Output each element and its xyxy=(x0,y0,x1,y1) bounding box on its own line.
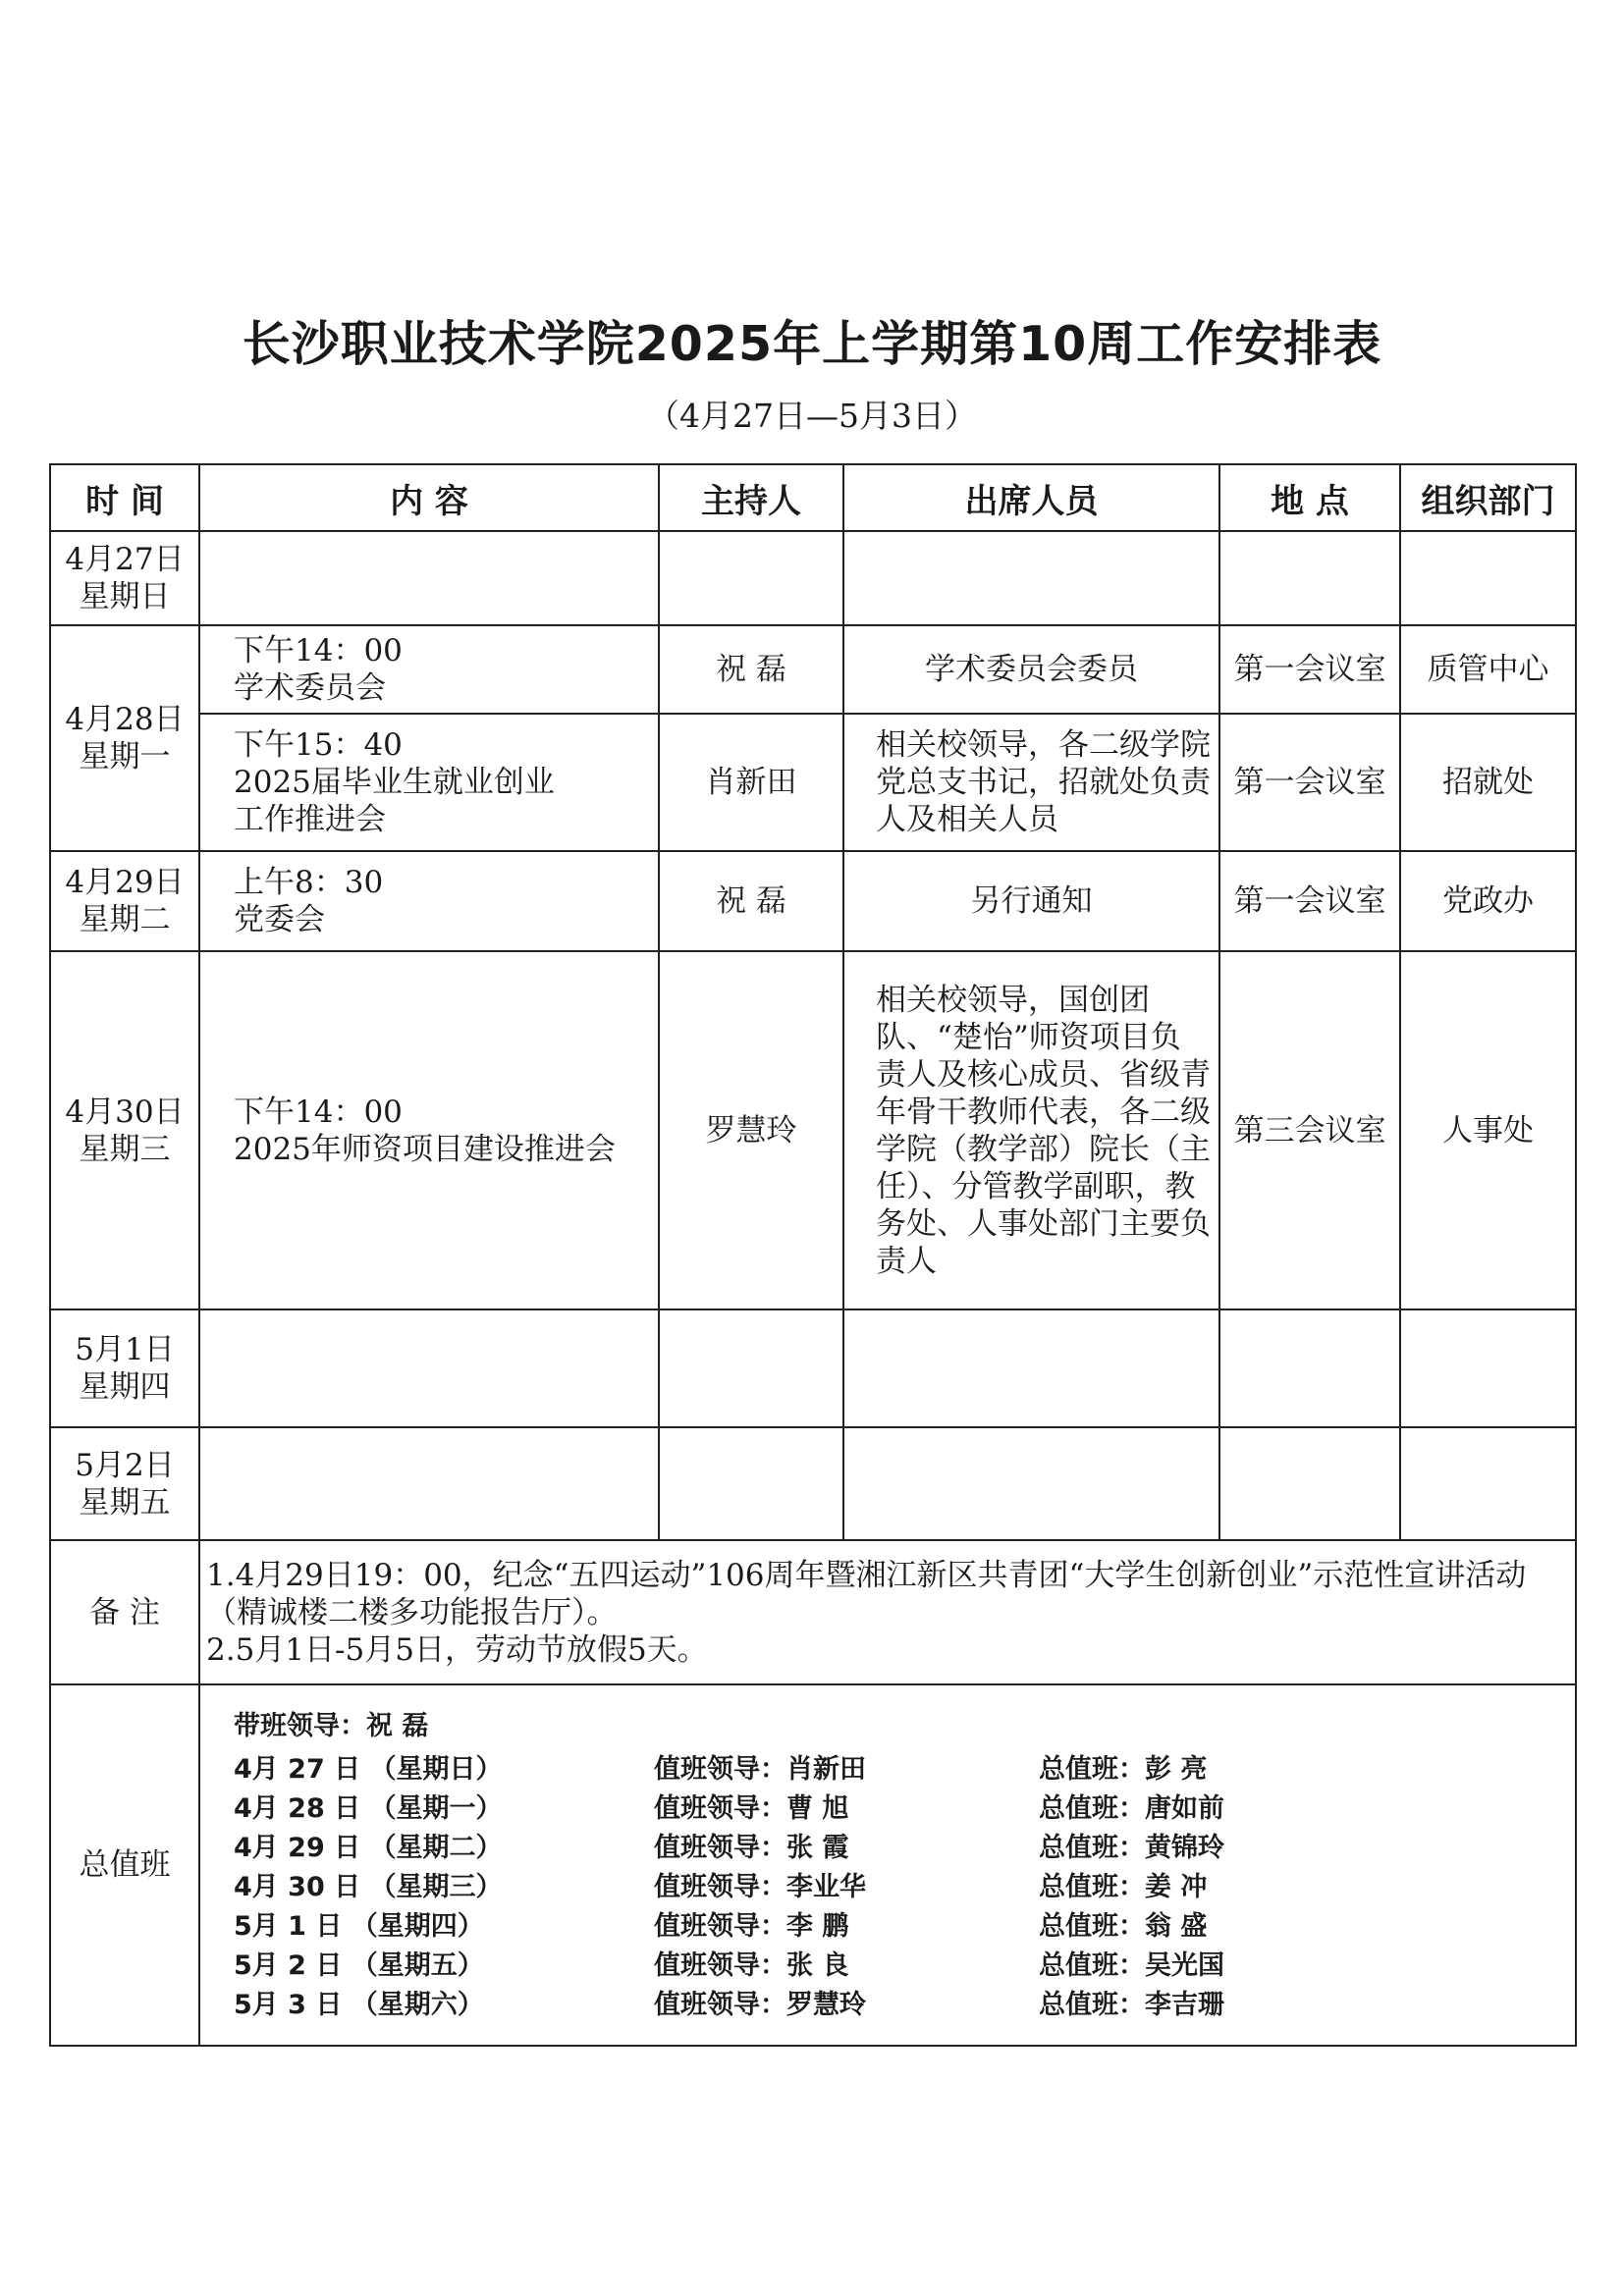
duty-leader: 值班领导：张 良 xyxy=(654,1950,849,1981)
table-row xyxy=(50,1427,1576,1540)
duty-entry xyxy=(234,1868,1575,1907)
organizer-cell: 招就处 xyxy=(1400,714,1576,851)
location-cell xyxy=(1219,531,1400,625)
weekday-label: 星期日 xyxy=(79,579,171,614)
date-label: 4月28日 xyxy=(65,702,185,737)
duty-leader: 值班领导：李业华 xyxy=(654,1872,866,1902)
content-cell xyxy=(199,1427,659,1540)
duty-row xyxy=(50,1684,1576,2046)
weekday-label: 星期四 xyxy=(79,1369,171,1405)
date-cell xyxy=(50,1309,199,1427)
header-organizer: 组织部门 xyxy=(1400,464,1576,531)
organizer-cell: 党政办 xyxy=(1400,851,1576,951)
duty-label: 总值班 xyxy=(50,1684,199,2046)
location-cell xyxy=(1219,1309,1400,1427)
header-location: 地 点 xyxy=(1219,464,1400,531)
header-attendees: 出席人员 xyxy=(843,464,1219,531)
host-cell: 罗慧玲 xyxy=(659,951,843,1309)
duty-entry xyxy=(234,1789,1575,1829)
host-cell: 肖新田 xyxy=(659,714,843,851)
notes-label: 备 注 xyxy=(50,1540,199,1684)
attendees-cell: 相关校领导，各二级学院党总支书记，招就处负责人及相关人员 xyxy=(843,714,1219,851)
content-cell xyxy=(199,951,659,1309)
content-cell xyxy=(199,531,659,625)
table-row xyxy=(50,1309,1576,1427)
table-row xyxy=(50,951,1576,1309)
location-cell xyxy=(1219,1427,1400,1540)
organizer-cell: 质管中心 xyxy=(1400,625,1576,714)
attendees-cell xyxy=(843,531,1219,625)
duty-leader: 值班领导：曹 旭 xyxy=(654,1793,849,1824)
duty-day: 4月 28 日 （星期一） xyxy=(234,1793,503,1824)
organizer-cell xyxy=(1400,1309,1576,1427)
date-label: 4月27日 xyxy=(65,542,185,577)
host-cell xyxy=(659,531,843,625)
header-host: 主持人 xyxy=(659,464,843,531)
duty-day: 4月 29 日 （星期二） xyxy=(234,1833,503,1863)
attendees-cell: 学术委员会委员 xyxy=(843,625,1219,714)
date-cell xyxy=(50,1427,199,1540)
duty-roster xyxy=(234,1707,1575,2025)
event-time: 上午8：30 xyxy=(234,865,384,900)
weekday-label: 星期一 xyxy=(79,739,171,774)
duty-day: 5月 3 日 （星期六） xyxy=(234,1990,484,2020)
host-cell: 祝 磊 xyxy=(659,851,843,951)
date-cell xyxy=(50,951,199,1309)
event-time: 下午14：00 xyxy=(234,1094,403,1130)
date-cell xyxy=(50,625,199,851)
date-cell xyxy=(50,531,199,625)
duty-lead: 带班领导：祝 磊 xyxy=(234,1711,429,1741)
event-title: 2025年师资项目建设推进会 xyxy=(234,1131,616,1167)
organizer-cell xyxy=(1400,1427,1576,1540)
date-label: 5月2日 xyxy=(75,1447,175,1483)
location-cell: 第一会议室 xyxy=(1219,851,1400,951)
duty-leader: 值班领导：肖新田 xyxy=(654,1754,866,1785)
header-time: 时 间 xyxy=(50,464,199,531)
schedule-table xyxy=(49,463,1577,2047)
location-cell: 第三会议室 xyxy=(1219,951,1400,1309)
event-title-continued: 工作推进会 xyxy=(234,802,386,837)
event-title: 学术委员会 xyxy=(234,670,386,706)
date-label: 4月30日 xyxy=(65,1094,185,1130)
organizer-cell xyxy=(1400,531,1576,625)
location-cell: 第一会议室 xyxy=(1219,625,1400,714)
duty-cell xyxy=(199,1684,1576,2046)
attendees-cell xyxy=(843,1427,1219,1540)
duty-leader: 值班领导：罗慧玲 xyxy=(654,1990,866,2020)
content-cell xyxy=(199,1309,659,1427)
duty-officer: 总值班：吴光国 xyxy=(1039,1950,1224,1981)
host-cell xyxy=(659,1427,843,1540)
attendees-cell: 另行通知 xyxy=(843,851,1219,951)
duty-leader: 值班领导：张 霞 xyxy=(654,1833,849,1863)
organizer-cell: 人事处 xyxy=(1400,951,1576,1309)
duty-entry xyxy=(234,1750,1575,1789)
duty-leader: 值班领导：李 鹏 xyxy=(654,1911,849,1942)
duty-officer: 总值班：姜 冲 xyxy=(1039,1872,1208,1902)
content-cell xyxy=(199,851,659,951)
duty-officer: 总值班：李吉珊 xyxy=(1039,1990,1224,2020)
event-time: 下午14：00 xyxy=(234,633,403,668)
host-cell: 祝 磊 xyxy=(659,625,843,714)
duty-day: 4月 30 日 （星期三） xyxy=(234,1872,503,1902)
table-row xyxy=(50,714,1576,851)
note-line: 2.5月1日-5月5日，劳动节放假5天。 xyxy=(206,1631,708,1668)
duty-officer: 总值班：唐如前 xyxy=(1039,1793,1224,1824)
document-title: 长沙职业技术学院2025年上学期第10周工作安排表 xyxy=(242,316,1382,372)
date-cell xyxy=(50,851,199,951)
event-time: 下午15：40 xyxy=(234,727,403,763)
table-header-row xyxy=(50,464,1576,531)
document-subtitle: （4月27日—5月3日） xyxy=(647,397,977,435)
host-cell xyxy=(659,1309,843,1427)
note-line: 1.4月29日19：00，纪念“五四运动”106周年暨湘江新区共青团“大学生创新创业”示范性宣讲活动（精诚楼二楼多功能报告厅）。 xyxy=(206,1557,1527,1630)
date-label: 4月29日 xyxy=(65,865,185,900)
weekday-label: 星期五 xyxy=(79,1484,171,1521)
content-cell xyxy=(199,625,659,714)
header-content: 内 容 xyxy=(199,464,659,531)
duty-officer: 总值班：黄锦玲 xyxy=(1039,1833,1224,1863)
duty-day: 4月 27 日 （星期日） xyxy=(234,1754,503,1785)
notes-cell xyxy=(199,1540,1576,1684)
date-label: 5月1日 xyxy=(75,1332,175,1367)
duty-day: 5月 2 日 （星期五） xyxy=(234,1950,484,1981)
weekday-label: 星期三 xyxy=(79,1131,171,1167)
duty-entry xyxy=(234,1947,1575,1986)
table-row xyxy=(50,625,1576,714)
location-cell: 第一会议室 xyxy=(1219,714,1400,851)
duty-officer: 总值班：翁 盛 xyxy=(1039,1911,1208,1942)
table-row xyxy=(50,531,1576,625)
weekday-label: 星期二 xyxy=(79,902,171,937)
notes-row xyxy=(50,1540,1576,1684)
duty-entry xyxy=(234,1986,1575,2025)
table-row xyxy=(50,851,1576,951)
attendees-cell: 相关校领导，国创团队、“楚怡”师资项目负责人及核心成员、省级青年骨干教师代表，各二级学院（教学部）院长（主任）、分管教学副职，教务处、人事处部门主要负责人 xyxy=(843,951,1219,1309)
attendees-cell xyxy=(843,1309,1219,1427)
duty-entry xyxy=(234,1829,1575,1868)
duty-officer: 总值班：彭 亮 xyxy=(1039,1754,1208,1785)
event-title: 2025届毕业生就业创业 xyxy=(234,765,555,800)
event-title: 党委会 xyxy=(234,902,325,937)
duty-day: 5月 1 日 （星期四） xyxy=(234,1911,484,1942)
duty-entry xyxy=(234,1907,1575,1947)
content-cell xyxy=(199,714,659,851)
